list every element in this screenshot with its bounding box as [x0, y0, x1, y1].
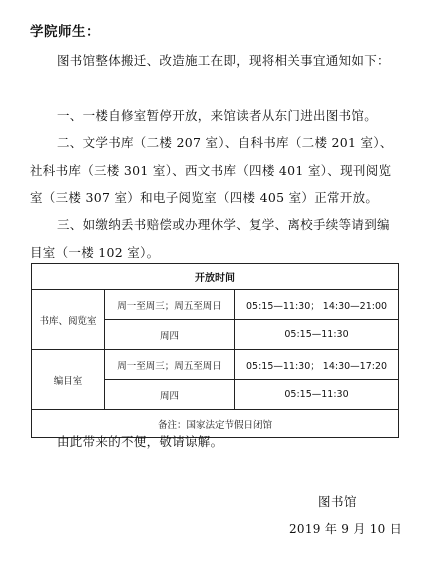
place-cell: 书库、阅览室 [32, 290, 105, 350]
table-row [32, 290, 399, 320]
hours-cell: 05:15—11:30 [235, 380, 399, 410]
item-3-paragraph: 三、如缴纳丢书赔偿或办理休学、复学、离校手续等请到编目室（一楼 102 室）。 [30, 217, 390, 260]
signature: 图书馆 [318, 494, 358, 509]
table-header: 开放时间 [32, 264, 399, 290]
item-2-paragraph: 二、文学书库（二楼 207 室）、自科书库（二楼 201 室）、社科书库（三楼 301 室）、西文书库（四楼 401 室）、现刊阅览室（三楼 307 室）和电子阅览室（四楼 405 室）正常开放。 [30, 135, 393, 205]
closing-line: 由此带来的不便，敬请谅解。 [57, 434, 224, 449]
table-header-row [32, 264, 399, 290]
salutation: 学院师生： [30, 24, 100, 40]
days-cell: 周四 [105, 380, 235, 410]
hours-cell: 05:15—11:30； 14:30—17:20 [235, 350, 399, 380]
intro-paragraph: 图书馆整体搬迁、改造施工在即，现将相关事宜通知如下： [57, 53, 390, 68]
days-cell: 周一至周三；周五至周日 [105, 350, 235, 380]
place-cell: 编目室 [32, 350, 105, 410]
opening-hours-table [31, 263, 399, 438]
item-1-paragraph: 一、一楼自修室暂停开放，来馆读者从东门进出图书馆。 [57, 108, 378, 123]
days-cell: 周一至周三；周五至周日 [105, 290, 235, 320]
days-cell: 周四 [105, 320, 235, 350]
date-line: 2019 年 9 月 10 日 [289, 522, 403, 536]
table-note: 备注：国家法定节假日闭馆 [32, 410, 399, 438]
hours-cell: 05:15—11:30； 14:30—21:00 [235, 290, 399, 320]
hours-cell: 05:15—11:30 [235, 320, 399, 350]
table-row [32, 350, 399, 380]
